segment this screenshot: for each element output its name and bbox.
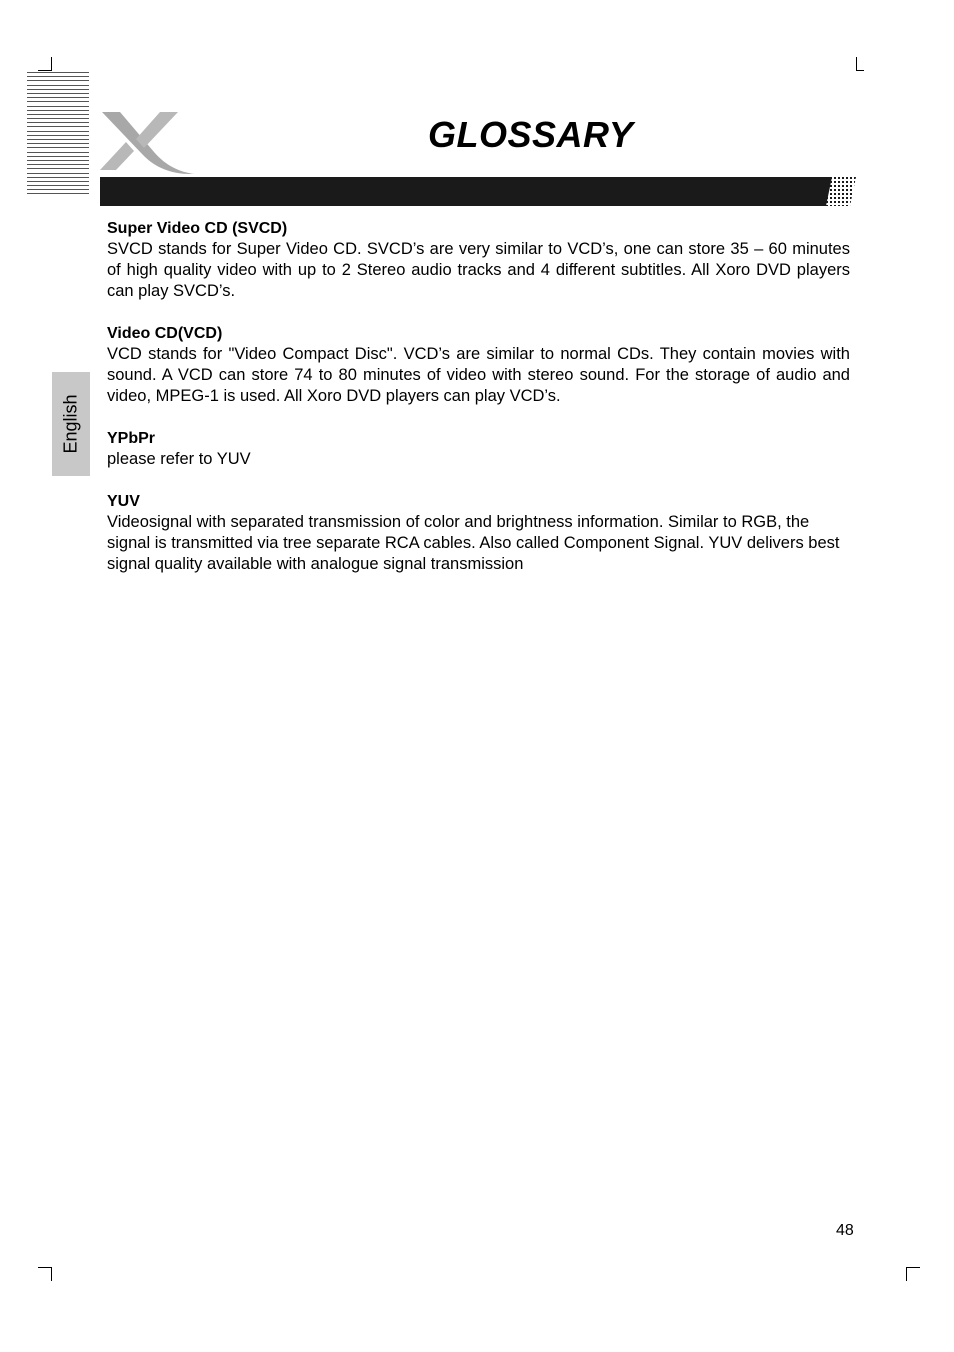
- header-bar-dot-pattern: [818, 177, 858, 206]
- language-tab: [52, 372, 90, 476]
- glossary-entry-yuv: [107, 491, 850, 575]
- glossary-term: YPbPr: [107, 430, 156, 447]
- language-tab-label: English: [60, 394, 81, 454]
- glossary-entry-svcd: [107, 218, 850, 302]
- crop-mark-bottom-right-v: [906, 1267, 907, 1281]
- glossary-definition: please refer to YUV: [107, 450, 251, 468]
- crop-mark-top-left: [38, 70, 52, 71]
- decorative-stripes: [27, 72, 89, 200]
- glossary-entry-vcd: [107, 323, 850, 407]
- crop-mark-top-left-v: [51, 57, 52, 71]
- glossary-term: Video CD(VCD): [107, 325, 223, 342]
- crop-mark-top-right: [856, 57, 857, 71]
- crop-mark-bottom-left: [38, 1267, 52, 1268]
- glossary-term: YUV: [107, 493, 140, 510]
- page-number: 48: [836, 1222, 854, 1239]
- glossary-definition: Videosignal with separated transmission of color and brightness information. Similar to RGB, the signal is transmitted via tree separate RCA cables. Also called Component Signal. YUV delivers best signal quality available with analogue signal transmission: [107, 513, 840, 573]
- crop-mark-top-right-h: [856, 70, 864, 71]
- crop-mark-bottom-left-v: [51, 1267, 52, 1281]
- glossary-definition: SVCD stands for Super Video CD. SVCD’s are very similar to VCD’s, one can store 35 – 60 minutes of high quality video with up to 2 Stereo audio tracks and 4 different subtitles. All Xoro DVD players can play SVCD’s.: [107, 240, 850, 300]
- header-bar: [100, 177, 822, 206]
- crop-mark-bottom-right: [906, 1267, 920, 1268]
- glossary-content: [107, 218, 850, 596]
- glossary-definition: VCD stands for "Video Compact Disc". VCD’s are similar to normal CDs. They contain movies with sound. A VCD can store 74 to 80 minutes of video with stereo sound. For the storage of audio and video, MPEG-1 is used. All Xoro DVD players can play VCD’s.: [107, 345, 850, 405]
- page-title: GLOSSARY: [428, 114, 634, 155]
- brand-x-logo: [98, 108, 198, 178]
- glossary-entry-ypbpr: [107, 428, 850, 470]
- glossary-term: Super Video CD (SVCD): [107, 220, 288, 237]
